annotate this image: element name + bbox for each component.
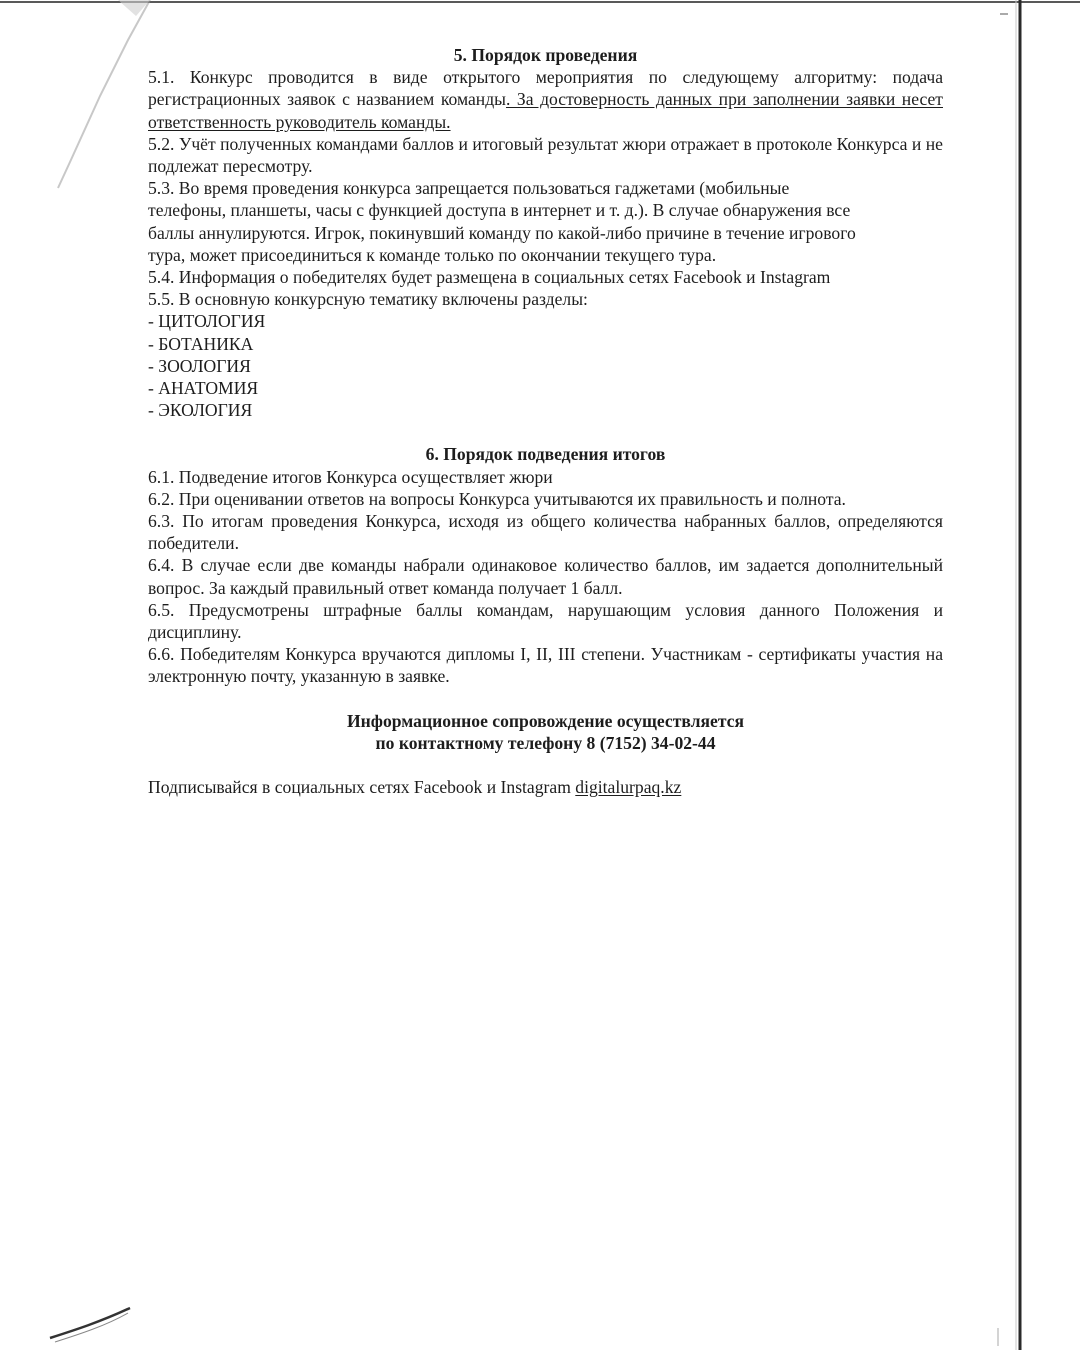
section5-paragraph-3 [148, 177, 943, 266]
section5-p1-text: 5.1. Конкурс проводится в виде открытого мероприятия по следующему алгоритму: подача регистрационных заявок с названием команды [148, 67, 943, 110]
section6-paragraph-4: 6.4. В случае если две команды набрали одинаковое количество баллов, им задается дополнительный вопрос. За каждый правильный ответ команда получает 1 балл. [148, 555, 943, 598]
section5-paragraph-1 [148, 66, 943, 133]
contact-line-1: Информационное сопровождение осуществляется [346, 710, 745, 731]
section5-title: 5. Порядок проведения [453, 45, 638, 65]
footer-text: Подписывайся в социальных сетях Facebook и Instagram [148, 777, 571, 798]
section6-paragraph-3: 6.3. По итогам проведения Конкурса, исходя из общего количества набранных баллов, определяются победители. [148, 511, 943, 554]
footer-spacer [148, 754, 943, 776]
section-spacer [148, 421, 943, 443]
topics-list [148, 310, 943, 421]
contact-spacer [148, 688, 943, 710]
section5-p3-line-4: тура, может присоединиться к команде только по окончании текущего тура. [148, 244, 717, 265]
section6-title: 6. Порядок подведения итогов [425, 444, 666, 465]
section5-p3-line-1: 5.3. Во время проведения конкурса запрещается пользоваться гаджетами (мобильные [148, 178, 790, 199]
section6-paragraph-6: 6.6. Победителям Конкурса вручаются дипломы I, II, III степени. Участникам - сертификаты участия на электронную почту, указанную в заявке. [148, 644, 943, 687]
section5-paragraph-2: 5.2. Учёт полученных командами баллов и итоговый результат жюри отражает в протоколе Конкурса и не подлежат пересмотру. [148, 133, 943, 177]
topic-item: - ЗООЛОГИЯ [148, 355, 251, 376]
section6-paragraph-5: 6.5. Предусмотрены штрафные баллы командам, нарушающим условия данного Положения и дисциплину. [148, 599, 943, 643]
bottom-left-pen-stroke [50, 1308, 130, 1338]
bottom-left-pen-stroke-2 [55, 1313, 128, 1342]
topic-item: - ЦИТОЛОГИЯ [148, 311, 266, 332]
footer-line [148, 776, 943, 798]
section6-paragraph-1: 6.1. Подведение итогов Конкурса осуществляет жюри [148, 466, 553, 487]
section5-paragraph-4: 5.4. Информация о победителях будет размещена в социальных сетях Facebook и Instagram [148, 267, 831, 288]
topic-item: - ЭКОЛОГИЯ [148, 400, 253, 421]
top-corner-fold [118, 0, 150, 16]
section5-p3-line-3: баллы аннулируются. Игрок, покинувший команду по какой-либо причине в течение игрового [148, 222, 856, 243]
section5-p1-underlined: . За достоверность данных при заполнении заявки несет ответственность руководитель команды. [148, 89, 943, 132]
website-link[interactable]: digitalurpaq.kz [575, 777, 682, 798]
section5-paragraph-5: 5.5. В основную конкурсную тематику включены разделы: [148, 289, 588, 310]
topic-item: - АНАТОМИЯ [148, 378, 259, 399]
topic-item: - БОТАНИКА [148, 333, 254, 354]
section6-paragraph-2: 6.2. При оценивании ответов на вопросы Конкурса учитываются их правильность и полнота. [148, 488, 846, 509]
section5-p3-line-2: телефоны, планшеты, часы с функцией доступа в интернет и т. д.). В случае обнаружения все [148, 200, 851, 221]
document-page [148, 44, 943, 798]
top-left-fold-mark [58, 0, 150, 188]
contact-line-2: по контактному телефону 8 (7152) 34-02-44 [375, 732, 716, 753]
